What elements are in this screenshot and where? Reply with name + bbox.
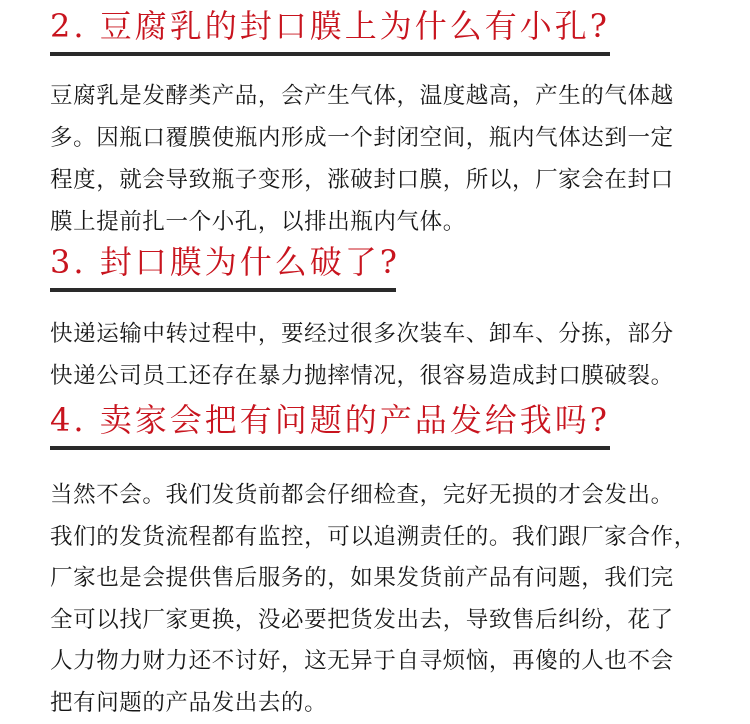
heading-underline bbox=[50, 446, 610, 450]
faq-heading-3: 3. 封口膜为什么破了? bbox=[50, 242, 400, 282]
text-line: 程度，就会导致瓶子变形，涨破封口膜，所以，厂家会在封口 bbox=[50, 159, 722, 201]
text-line: 我们的发货流程都有监控，可以追溯责任的。我们跟厂家合作， bbox=[50, 517, 722, 559]
text-line: 当然不会。我们发货前都会仔细检查，完好无损的才会发出。 bbox=[50, 475, 722, 517]
faq-answer-4 bbox=[50, 475, 722, 724]
text-line: 膜上提前扎一个小孔，以排出瓶内气体。 bbox=[50, 201, 722, 243]
text-line: 全可以找厂家更换，没必要把货发出去，导致售后纠纷，花了 bbox=[50, 600, 722, 642]
text-line: 快递公司员工还存在暴力抛摔情况，很容易造成封口膜破裂。 bbox=[50, 355, 722, 397]
faq-heading-2: 2. 豆腐乳的封口膜上为什么有小孔? bbox=[50, 6, 610, 46]
text-line: 多。因瓶口覆膜使瓶内形成一个封闭空间，瓶内气体达到一定 bbox=[50, 117, 722, 159]
text-line: 把有问题的产品发出去的。 bbox=[50, 683, 722, 724]
text-line: 人力物力财力还不讨好，这无异于自寻烦恼，再傻的人也不会 bbox=[50, 641, 722, 683]
faq-answer-3 bbox=[50, 313, 722, 397]
heading-underline bbox=[50, 52, 610, 56]
text-line: 快递运输中转过程中，要经过很多次装车、卸车、分拣，部分 bbox=[50, 313, 722, 355]
text-line: 厂家也是会提供售后服务的，如果发货前产品有问题，我们完 bbox=[50, 558, 722, 600]
heading-underline bbox=[50, 288, 396, 292]
faq-answer-2 bbox=[50, 75, 722, 243]
text-line: 豆腐乳是发酵类产品，会产生气体，温度越高，产生的气体越 bbox=[50, 75, 722, 117]
faq-heading-4: 4. 卖家会把有问题的产品发给我吗? bbox=[50, 400, 610, 440]
